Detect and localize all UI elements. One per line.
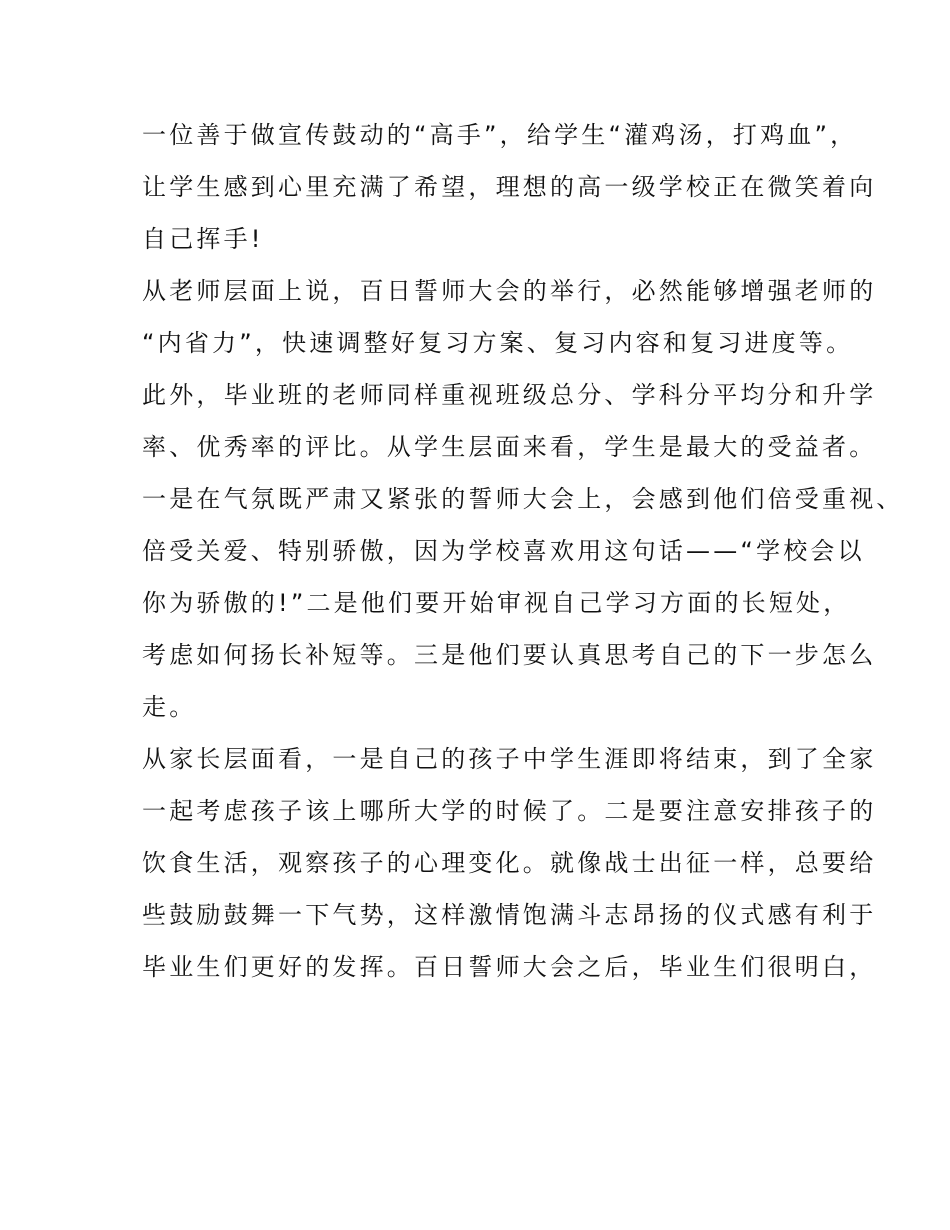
text-line: 让学生感到心里充满了希望，理想的高一级学校正在微笑着向: [142, 173, 877, 201]
text-line: 从家长层面看，一是自己的孩子中学生涯即将结束，到了全家: [142, 745, 877, 773]
text-line: 些鼓励鼓舞一下气势，这样激情饱满斗志昂扬的仪式感有利于: [142, 901, 877, 929]
text-line: 一起考虑孩子该上哪所大学的时候了。二是要注意安排孩子的: [142, 797, 877, 825]
text-line: 你为骄傲的!”二是他们要开始审视自己学习方面的长短处，: [142, 589, 851, 617]
text-line: 从老师层面上说，百日誓师大会的举行，必然能够增强老师的: [142, 277, 877, 305]
text-line: 饮食生活，观察孩子的心理变化。就像战士出征一样，总要给: [142, 849, 877, 877]
body-text: [142, 109, 904, 993]
text-line: “内省力”，快速调整好复习方案、复习内容和复习进度等。: [142, 329, 854, 357]
text-line: 一位善于做宣传鼓动的“高手”，给学生“灌鸡汤，打鸡血”，: [142, 121, 858, 149]
text-line: 考虑如何扬长补短等。三是他们要认真思考自己的下一步怎么: [142, 641, 877, 669]
text-line: 毕业生们更好的发挥。百日誓师大会之后，毕业生们很明白，: [142, 953, 877, 981]
text-line: 走。: [142, 693, 197, 721]
text-line: 自己挥手!: [142, 225, 264, 253]
text-line: 此外，毕业班的老师同样重视班级总分、学科分平均分和升学: [142, 381, 877, 409]
text-line: 率、优秀率的评比。从学生层面来看，学生是最大的受益者。: [142, 433, 877, 461]
text-line: 一是在气氛既严肃又紧张的誓师大会上，会感到他们倍受重视、: [142, 485, 904, 513]
text-line: 倍受关爱、特别骄傲，因为学校喜欢用这句话——“学校会以: [142, 537, 865, 565]
